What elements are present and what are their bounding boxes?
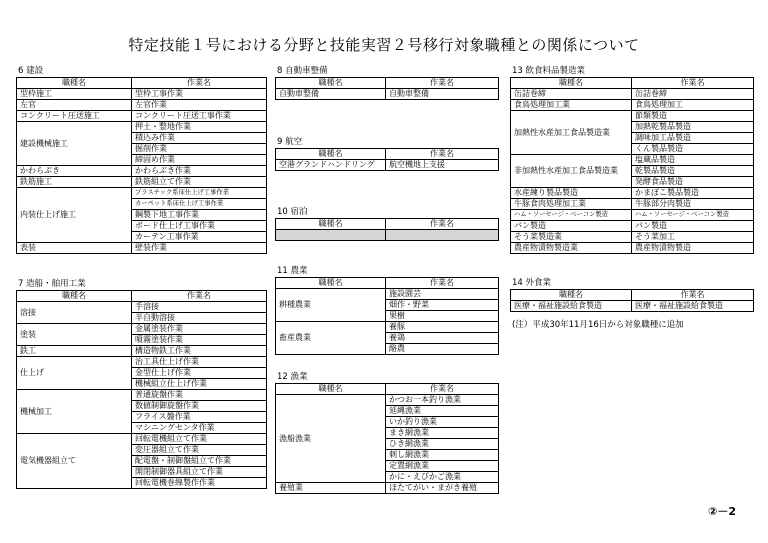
table-row: [511, 111, 754, 122]
header-job: 職種名: [511, 78, 632, 89]
work-cell: 締固め作業: [132, 155, 267, 166]
work-cell: 塩蔵品製造: [632, 155, 754, 166]
section-food-manufacturing: [510, 66, 753, 254]
work-cell: カーペット系床仕上げ工事作業: [132, 199, 267, 210]
header-work: 作業名: [386, 78, 499, 89]
job-table: [275, 218, 499, 241]
header-work: 作業名: [386, 278, 499, 289]
table-header-row: [511, 290, 754, 301]
work-cell: 乾製品製造: [632, 166, 754, 177]
section-title: 14 外食業: [512, 278, 552, 288]
work-cell: かわらぶき作業: [132, 166, 267, 177]
job-cell: 機械加工: [17, 390, 132, 434]
work-cell: 機械組立仕上げ作業: [132, 379, 267, 390]
job-cell: 型枠施工: [17, 89, 132, 100]
table-row: [511, 188, 754, 199]
work-cell: 航空機地上支援: [386, 160, 499, 171]
header-job: 職種名: [276, 78, 386, 89]
job-table: [510, 289, 754, 312]
section-title: 11 農業: [277, 266, 308, 276]
work-cell: 施設園芸: [386, 289, 499, 300]
section-agriculture: [275, 266, 498, 355]
job-cell: 医療・福祉施設給食製造: [511, 301, 632, 312]
header-work: 作業名: [386, 149, 499, 160]
work-cell: 掘削作業: [132, 144, 267, 155]
job-cell: 自動車整備: [276, 89, 386, 100]
work-cell: 農産物漬物製造: [632, 243, 754, 254]
work-cell: くん製品製造: [632, 144, 754, 155]
work-cell: 左官作業: [132, 100, 267, 111]
header-job: 職種名: [17, 291, 132, 302]
work-cell: 延縄漁業: [386, 406, 499, 417]
job-cell: 電気機器組立て: [17, 434, 132, 489]
work-cell: パン製造: [632, 221, 754, 232]
work-cell: [386, 230, 499, 241]
job-cell: 空港グランドハンドリング: [276, 160, 386, 171]
work-cell: 型枠工事作業: [132, 89, 267, 100]
header-job: 職種名: [17, 78, 132, 89]
table-row: [276, 230, 499, 241]
work-cell: 配電盤・制御盤組立て作業: [132, 456, 267, 467]
job-cell: 塗装: [17, 324, 132, 346]
table-row: [276, 395, 499, 406]
section-fishery: [275, 372, 498, 494]
table-row: [17, 177, 267, 188]
work-cell: 噴霧塗装作業: [132, 335, 267, 346]
job-table: [275, 277, 499, 355]
table-header-row: [17, 291, 267, 302]
table-row: [17, 243, 267, 254]
table-header-row: [276, 384, 499, 395]
work-cell: 半自動溶接: [132, 313, 267, 324]
work-cell: ボード仕上げ工事作業: [132, 221, 267, 232]
work-cell: 刺し網漁業: [386, 450, 499, 461]
job-cell: 牛豚食肉処理加工業: [511, 199, 632, 210]
work-cell: ほたてがい・まがき養殖: [386, 483, 499, 494]
section-food-service: [510, 278, 753, 312]
work-cell: 壁装作業: [132, 243, 267, 254]
work-cell: 手溶接: [132, 302, 267, 313]
table-row: [17, 346, 267, 357]
table-row: [17, 188, 267, 199]
header-job: 職種名: [276, 384, 386, 395]
job-cell: 鉄工: [17, 346, 132, 357]
job-table: [510, 77, 754, 254]
work-cell: プラスチック系床仕上げ工事作業: [132, 188, 267, 199]
header-job: 職種名: [276, 219, 386, 230]
job-cell: コンクリート圧送施工: [17, 111, 132, 122]
table-row: [17, 111, 267, 122]
header-work: 作業名: [386, 384, 499, 395]
table-row: [511, 301, 754, 312]
work-cell: かに・えびかご漁業: [386, 472, 499, 483]
work-cell: 調味加工品製造: [632, 133, 754, 144]
work-cell: カーテン工事作業: [132, 232, 267, 243]
work-cell: まき網漁業: [386, 428, 499, 439]
job-table: [275, 77, 499, 100]
table-row: [276, 160, 499, 171]
section-aviation: [275, 137, 498, 171]
page-number: ②－2: [708, 505, 736, 518]
work-cell: 金属塗装作業: [132, 324, 267, 335]
job-cell: 農産物漬物製造業: [511, 243, 632, 254]
job-cell: 耕種農業: [276, 289, 386, 322]
table-header-row: [276, 149, 499, 160]
section-accommodation: [275, 207, 498, 241]
table-header-row: [276, 219, 499, 230]
job-cell: 内装仕上げ施工: [17, 188, 132, 243]
work-cell: 定置網漁業: [386, 461, 499, 472]
work-cell: 金型仕上げ作業: [132, 368, 267, 379]
job-cell: 左官: [17, 100, 132, 111]
section-auto-maintenance: [275, 66, 498, 100]
section-title: 6 建設: [18, 66, 44, 76]
work-cell: 構造物鉄工作業: [132, 346, 267, 357]
work-cell: ハム・ソーセージ・ベーコン製造: [632, 210, 754, 221]
table-row: [511, 100, 754, 111]
work-cell: 押土・整地作業: [132, 122, 267, 133]
job-table: [275, 148, 499, 171]
work-cell: 普通旋盤作業: [132, 390, 267, 401]
table-header-row: [276, 278, 499, 289]
header-work: 作業名: [632, 290, 754, 301]
table-row: [17, 434, 267, 445]
page-title: 特定技能１号における分野と技能実習２号移行対象職種との関係について: [128, 36, 640, 54]
work-cell: 治工具仕上げ作業: [132, 357, 267, 368]
table-row: [511, 155, 754, 166]
job-table: [16, 77, 267, 254]
work-cell: 変圧器組立て作業: [132, 445, 267, 456]
work-cell: 回転電機巻線製作作業: [132, 478, 267, 489]
table-row: [276, 289, 499, 300]
table-row: [17, 122, 267, 133]
job-cell: 水産練り製品製造: [511, 188, 632, 199]
work-cell: 数値制御旋盤作業: [132, 401, 267, 412]
table-row: [511, 221, 754, 232]
table-row: [511, 232, 754, 243]
job-cell: そう菜製造業: [511, 232, 632, 243]
work-cell: 食鳥処理加工: [632, 100, 754, 111]
table-row: [17, 166, 267, 177]
work-cell: 養豚: [386, 322, 499, 333]
job-table: [275, 383, 499, 494]
job-cell: 缶詰巻締: [511, 89, 632, 100]
table-row: [276, 483, 499, 494]
work-cell: いか釣り漁業: [386, 417, 499, 428]
work-cell: 鋼製下地工事作業: [132, 210, 267, 221]
section-construction: [16, 66, 266, 254]
table-row: [276, 89, 499, 100]
header-job: 職種名: [276, 278, 386, 289]
work-cell: 回転電機組立て作業: [132, 434, 267, 445]
section-shipbuilding: [16, 279, 266, 489]
job-cell: かわらぶき: [17, 166, 132, 177]
table-row: [17, 357, 267, 368]
work-cell: そう菜加工: [632, 232, 754, 243]
job-cell: 仕上げ: [17, 357, 132, 390]
table-row: [511, 199, 754, 210]
table-row: [511, 210, 754, 221]
work-cell: かつお一本釣り漁業: [386, 395, 499, 406]
note-text: (注）平成30年11月16日から対象職種に追加: [512, 320, 684, 330]
header-work: 作業名: [132, 78, 267, 89]
header-work: 作業名: [386, 219, 499, 230]
work-cell: 牛豚部分肉製造: [632, 199, 754, 210]
work-cell: 酪農: [386, 344, 499, 355]
table-row: [276, 322, 499, 333]
work-cell: マシニングセンタ作業: [132, 423, 267, 434]
job-cell: 養殖業: [276, 483, 386, 494]
work-cell: 開閉制御器具組立て作業: [132, 467, 267, 478]
header-work: 作業名: [132, 291, 267, 302]
table-row: [17, 100, 267, 111]
table-row: [17, 302, 267, 313]
work-cell: 養鶏: [386, 333, 499, 344]
table-row: [511, 243, 754, 254]
job-cell: 加熱性水産加工食品製造業: [511, 111, 632, 155]
job-cell: 建設機械施工: [17, 122, 132, 166]
header-job: 職種名: [511, 290, 632, 301]
section-title: 10 宿泊: [277, 207, 308, 217]
table-header-row: [276, 78, 499, 89]
job-cell: ハム・ソーセージ・ベーコン製造: [511, 210, 632, 221]
section-title: 8 自動車整備: [277, 66, 328, 76]
job-cell: 溶接: [17, 302, 132, 324]
job-table: [16, 290, 267, 489]
section-title: 12 漁業: [277, 372, 308, 382]
table-header-row: [17, 78, 267, 89]
work-cell: かまぼこ製品製造: [632, 188, 754, 199]
work-cell: ひき網漁業: [386, 439, 499, 450]
header-job: 職種名: [276, 149, 386, 160]
table-row: [17, 89, 267, 100]
work-cell: 果樹: [386, 311, 499, 322]
work-cell: 鉄筋組立て作業: [132, 177, 267, 188]
section-title: 13 飲食料品製造業: [512, 66, 586, 76]
work-cell: 積込み作業: [132, 133, 267, 144]
job-cell: [276, 230, 386, 241]
table-header-row: [511, 78, 754, 89]
job-cell: 漁船漁業: [276, 395, 386, 483]
section-title: 7 造船・舶用工業: [18, 279, 86, 289]
work-cell: 畑作・野菜: [386, 300, 499, 311]
work-cell: 発酵食品製造: [632, 177, 754, 188]
job-cell: 畜産農業: [276, 322, 386, 355]
table-row: [17, 324, 267, 335]
work-cell: 加熱乾製品製造: [632, 122, 754, 133]
work-cell: 医療・福祉施設給食製造: [632, 301, 754, 312]
work-cell: 缶詰巻締: [632, 89, 754, 100]
job-cell: 非加熱性水産加工食品製造業: [511, 155, 632, 188]
work-cell: 自動車整備: [386, 89, 499, 100]
job-cell: 鉄筋施工: [17, 177, 132, 188]
table-row: [511, 89, 754, 100]
work-cell: フライス盤作業: [132, 412, 267, 423]
header-work: 作業名: [632, 78, 754, 89]
table-row: [17, 390, 267, 401]
work-cell: 節類製造: [632, 111, 754, 122]
job-cell: パン製造: [511, 221, 632, 232]
job-cell: 表装: [17, 243, 132, 254]
work-cell: コンクリート圧送工事作業: [132, 111, 267, 122]
job-cell: 食鳥処理加工業: [511, 100, 632, 111]
section-title: 9 航空: [277, 137, 303, 147]
